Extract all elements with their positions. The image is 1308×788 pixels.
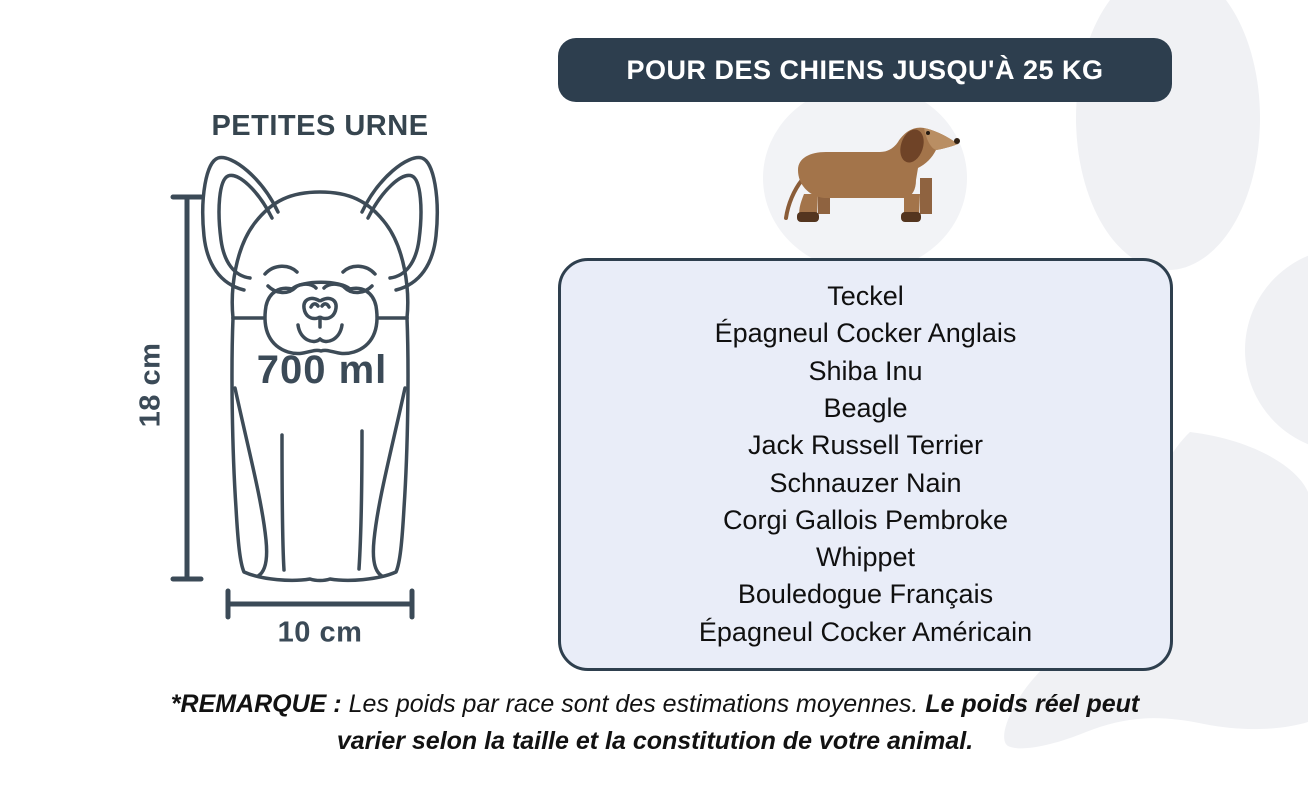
width-dimension-line (216, 588, 424, 620)
dog-nose (954, 138, 960, 144)
remark-regular-text: Les poids par race sont des estimations moyennes. (341, 690, 926, 718)
weight-banner-label: POUR DES CHIENS JUSQU'À 25 KG (626, 54, 1104, 85)
breed-item: Épagneul Cocker Anglais (714, 318, 1017, 349)
dog-eye (926, 131, 930, 135)
urn-left-brow (265, 266, 297, 274)
breed-list-box (558, 258, 1173, 671)
dog-far-front-leg (920, 178, 932, 214)
dog-rear-paw (797, 212, 819, 222)
paw-toe-right-blob (1245, 248, 1308, 452)
breed-item: Épagneul Cocker Américain (698, 616, 1033, 647)
height-dimension-label: 18 cm (134, 342, 167, 428)
breed-item: Teckel (827, 281, 904, 312)
urn-right-brow (343, 266, 375, 274)
urn-nostril-left (311, 304, 318, 307)
urn-right-paw-line (359, 431, 362, 569)
urn-size-title: PETITES URNE (211, 110, 429, 142)
width-dimension-label: 10 cm (277, 616, 363, 649)
breed-item: Schnauzer Nain (769, 467, 962, 498)
remark-note (160, 686, 1150, 760)
breed-item: Bouledogue Français (737, 579, 994, 610)
breed-item: Whippet (815, 542, 916, 573)
urn-left-paw-line (282, 435, 284, 570)
breed-item: Jack Russell Terrier (747, 430, 984, 461)
urn-nostril-right (322, 304, 329, 307)
urn-volume-label: 700 ml (256, 348, 388, 392)
breed-item: Beagle (823, 392, 908, 423)
dachshund-icon (770, 108, 970, 233)
weight-banner (558, 38, 1172, 102)
urn-nose (304, 298, 336, 318)
breed-item: Corgi Gallois Pembroke (722, 504, 1009, 535)
breed-item: Shiba Inu (808, 355, 923, 386)
remark-bold-text: Le poids réel peut varier selon la taille et la constitution de votre animal. (336, 690, 1140, 755)
height-dimension-line (170, 190, 204, 586)
urn-head (232, 192, 407, 318)
dog-front-paw (901, 212, 921, 222)
remark-prefix: *REMARQUE : (170, 690, 342, 718)
